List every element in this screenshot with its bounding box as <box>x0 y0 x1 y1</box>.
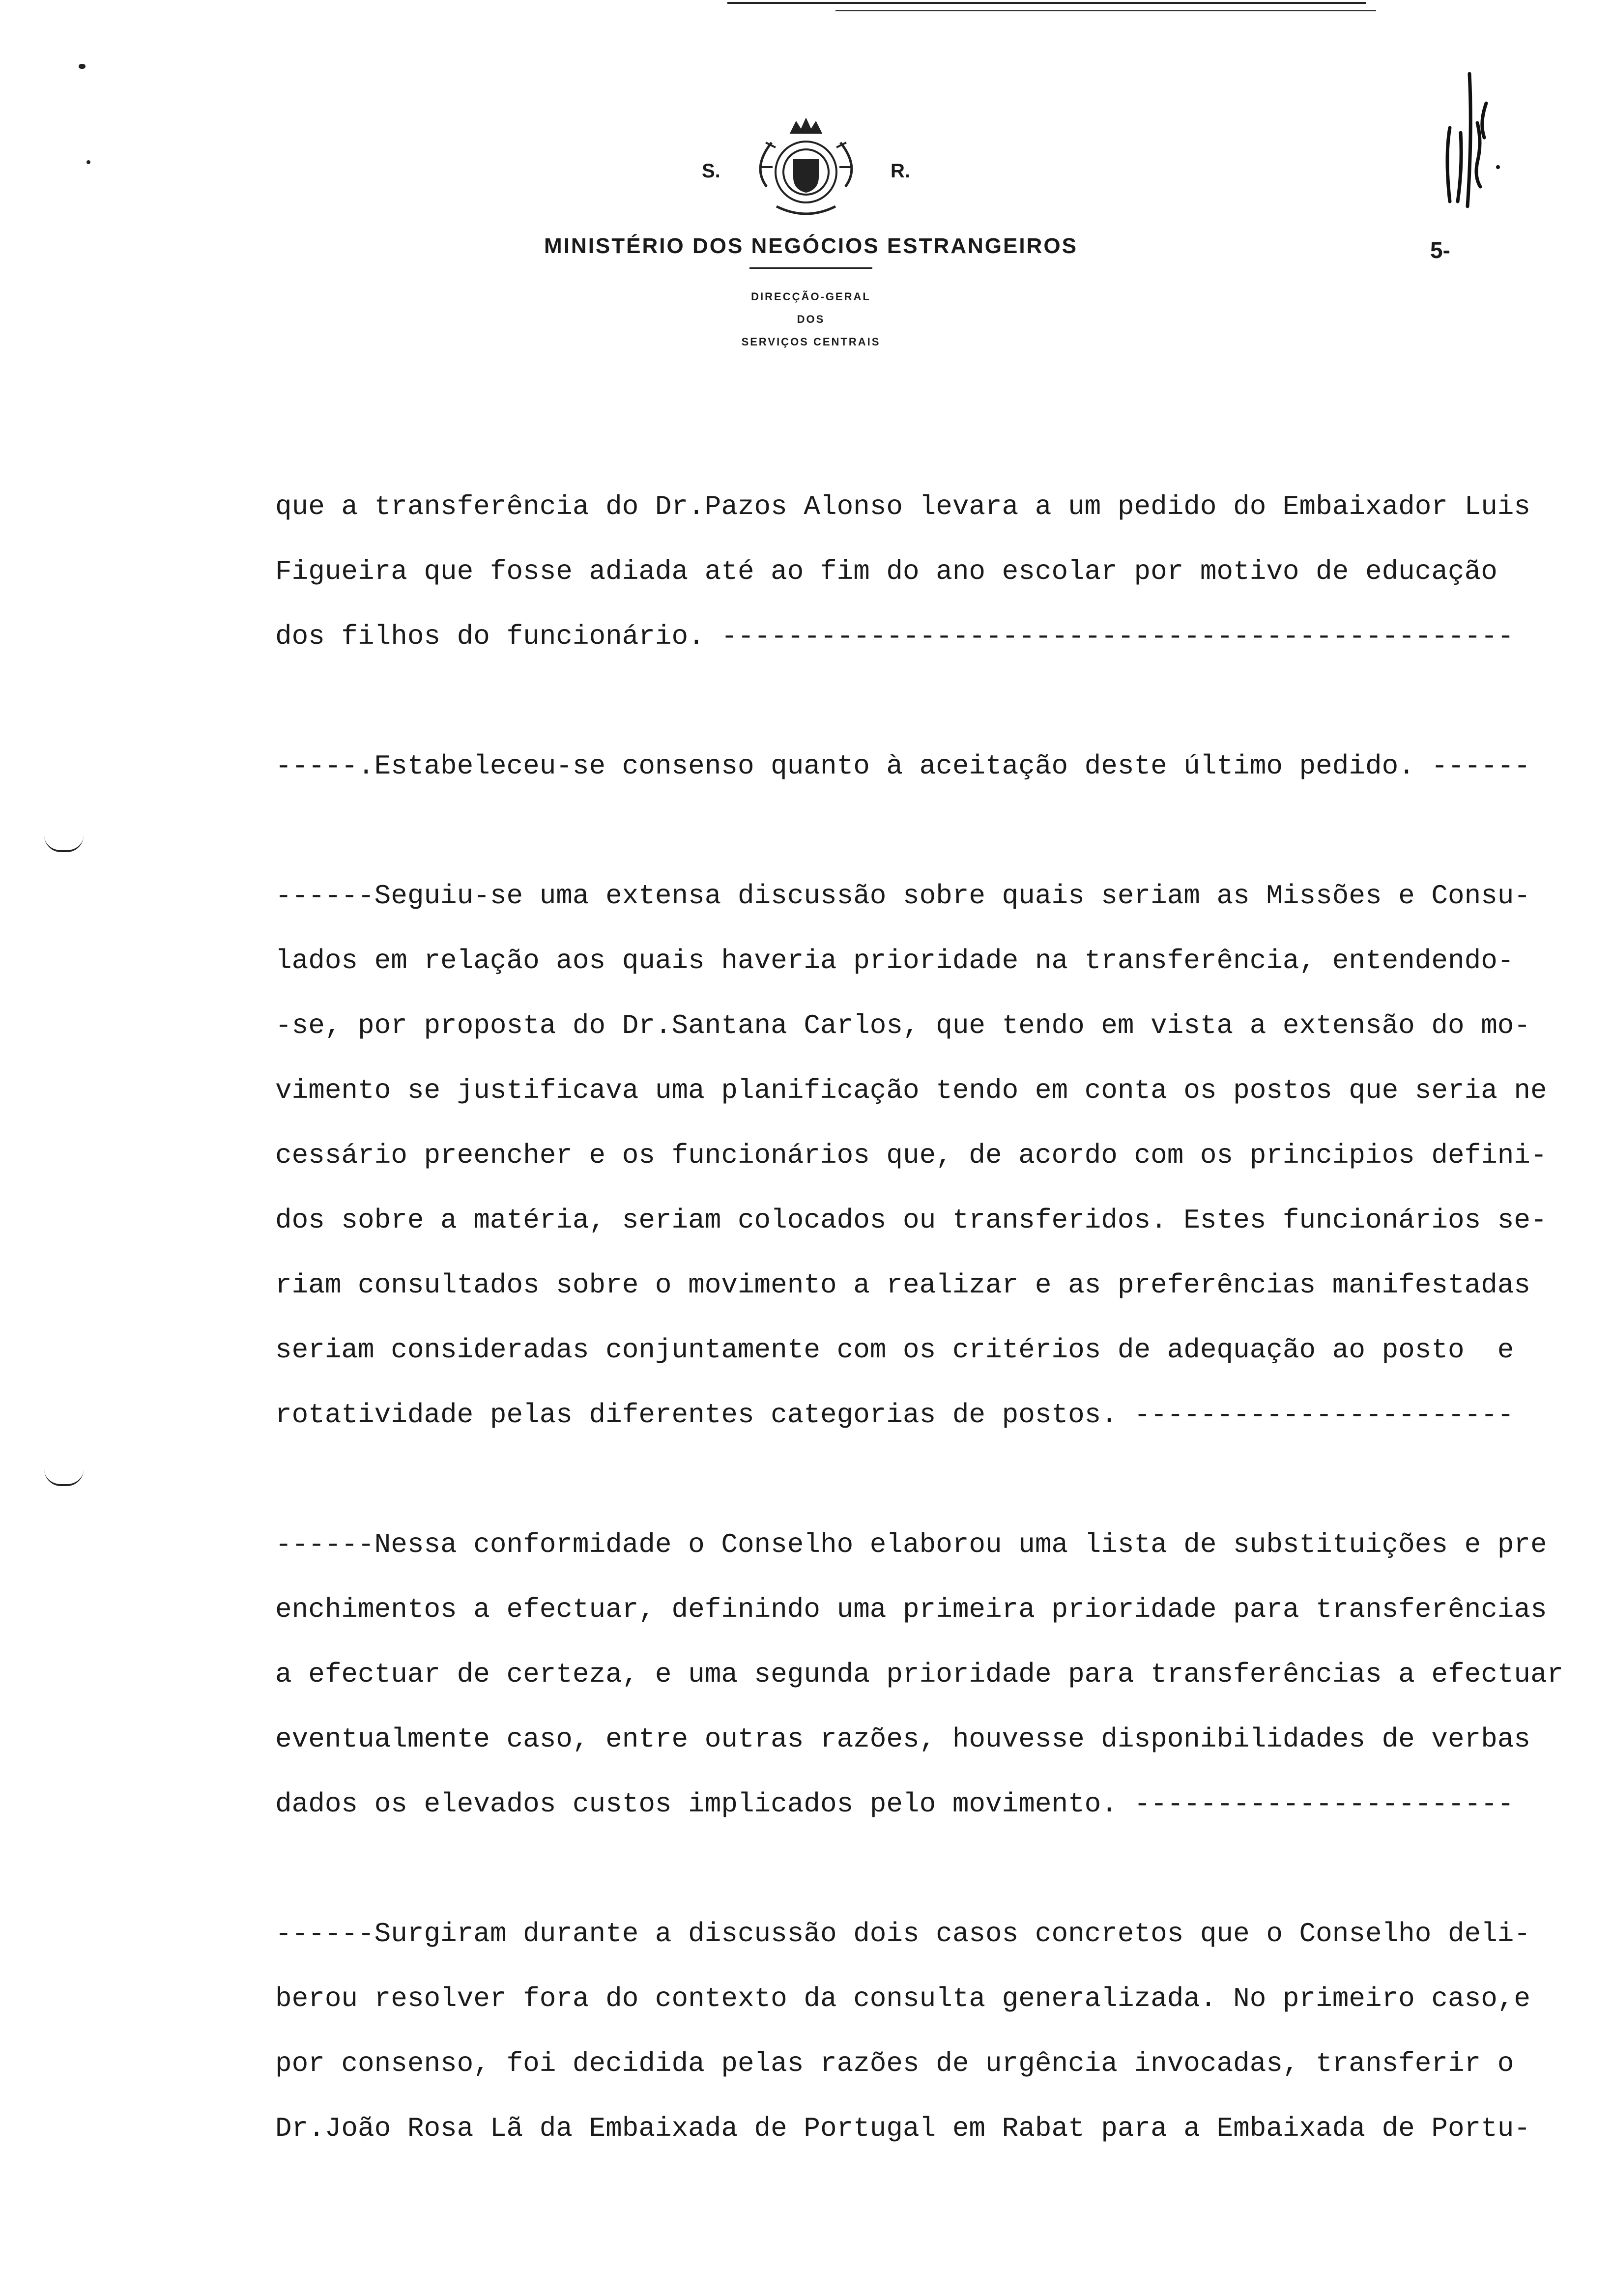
crest-row <box>491 118 1130 216</box>
department-line-2: DOS <box>797 313 825 325</box>
page-number: 5- <box>1430 237 1450 263</box>
handwritten-initials-icon <box>1435 69 1504 216</box>
paragraph-1: que a transferência do Dr.Pazos Alonso levara a um pedido do Embaixador Luis Figueira que fosse adiada até ao fim do ano escolar por motivo de educação dos filhos do funcionário. ------------------------------------------------ <box>275 491 1531 652</box>
department-line-3: SERVIÇOS CENTRAIS <box>741 336 881 348</box>
coat-of-arms-icon <box>747 118 865 216</box>
letter-body <box>275 474 1573 2161</box>
paragraph-5: ------Surgiram durante a discussão dois casos concretos que o Conselho deli- berou resolver fora do contexto da consulta generalizada. No primeiro caso,e por consenso, foi decidida pelas razões de urgência invocadas, transferir o Dr.João Rosa Lã da Embaixada de Portugal em Rabat para a Embaixada de Portu- <box>275 1918 1531 2144</box>
paragraph-2: -----.Estabeleceu-se consenso quanto à aceitação deste último pedido. ------ <box>275 750 1531 782</box>
ministry-title: MINISTÉRIO DOS NEGÓCIOS ESTRANGEIROS <box>544 234 1078 258</box>
margin-mark <box>44 835 84 852</box>
paragraph-3: ------Seguiu-se uma extensa discussão sobre quais seriam as Missões e Consu- lados em relação aos quais haveria prioridade na transferência, entendendo- -se, por proposta do Dr.Santana Carlos, que tendo em vista a extensão do mo- vimento se justificava uma planificação tendo em conta os postos que seria ne cessário preencher e os funcionários que, de acordo com os principios defini- dos sobre a matéria, seriam colocados ou transferidos. Estes funcionários se- riam consultados sobre o movimento a realizar e as preferências manifestadas seriam consideradas conjuntamente com os critérios de adequação ao posto e rotatividade pelas diferentes categorias de postos. ----------------------- <box>275 880 1547 1431</box>
paragraph-4: ------Nessa conformidade o Conselho elaborou uma lista de substituições e pre enchimentos a efectuar, definindo uma primeira prioridade para transferências a efectuar de certeza, e uma segunda prioridade para transferências a efectuar eventualmente caso, entre outras razões, houvesse disponibilidades de verbas dados os elevados custos implicados pelo movimento. ----------------------- <box>275 1529 1564 1820</box>
top-rule <box>727 2 1366 4</box>
margin-mark <box>44 1469 84 1486</box>
top-rule-secondary <box>835 10 1376 11</box>
letterhead <box>491 118 1130 353</box>
margin-dot <box>86 160 90 164</box>
crest-right-letter: R. <box>891 160 910 182</box>
margin-dot <box>79 64 86 69</box>
department-name <box>491 286 1130 353</box>
ministry-divider <box>749 267 872 269</box>
crest-left-letter: S. <box>702 160 720 182</box>
department-line-1: DIRECÇÃO-GERAL <box>751 290 871 303</box>
